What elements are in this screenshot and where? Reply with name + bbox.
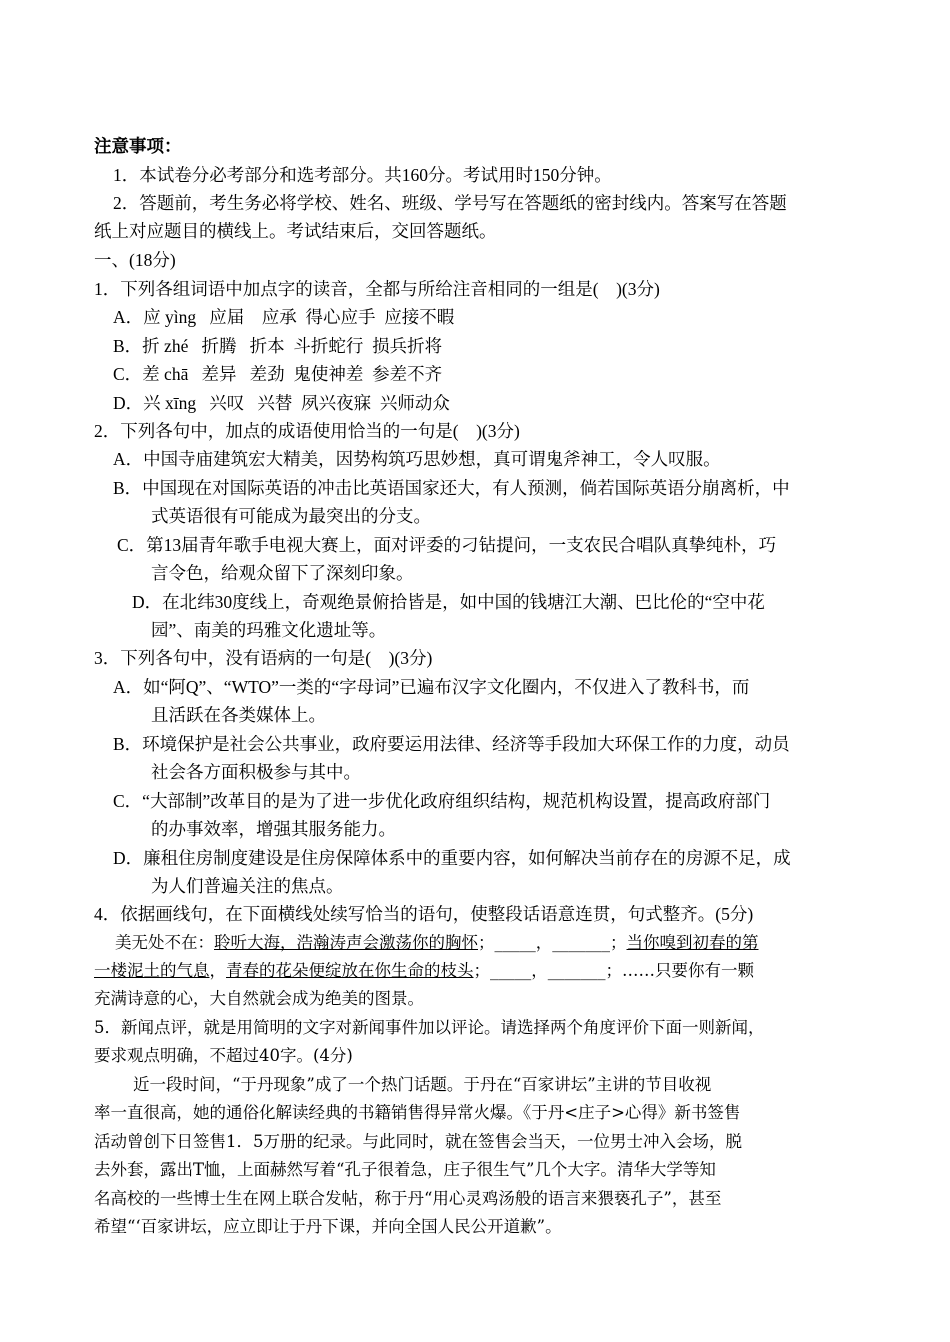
q3-option-a-line2: 且活跃在各类媒体上。: [151, 705, 326, 725]
q3-option-d-line2: 为人们普遍关注的焦点。: [151, 876, 344, 896]
q2-option-a: A．中国寺庙建筑宏大精美，因势构筑巧思妙想，真可谓鬼斧神工，令人叹服。: [113, 449, 721, 469]
q1-option-d: D．兴 xīng 兴叹 兴替 夙兴夜寐 兴师动众: [113, 393, 450, 413]
q5-stem-line2: 要求观点明确，不超过40字。(4分): [94, 1046, 353, 1065]
notice-item-1: 1．本试卷分必考部分和选考部分。共160分。考试用时150分钟。: [113, 165, 612, 185]
q3-option-d-line1: D．廉租住房制度建设是住房保障体系中的重要内容，如何解决当前存在的房源不足，成: [113, 848, 791, 868]
q1-option-b: B．折 zhé 折腾 折本 斗折蛇行 损兵折将: [113, 336, 443, 356]
notice-title: 注意事项：: [94, 136, 182, 156]
q1-stem: 1．下列各组词语中加点字的读音，全都与所给注音相同的一组是( )(3分): [94, 279, 660, 299]
q4-underlined-sentence-1: 聆听大海，浩瀚涛声会激荡你的胸怀: [214, 933, 478, 952]
q3-option-c-line1: C．“大部制”改革目的是为了进一步优化政府组织结构，规范机构设置，提高政府部门: [113, 791, 771, 811]
q4-blank-1: ；_____，_______；: [478, 933, 627, 952]
q2-option-b-line1: B．中国现在对国际英语的冲击比英语国家还大，有人预测，倘若国际英语分崩离析，中: [113, 478, 790, 498]
q4-underlined-sentence-2c: 青春的花朵便绽放在你生命的枝头: [226, 961, 474, 980]
q2-stem: 2．下列各句中，加点的成语使用恰当的一句是( )(3分): [94, 421, 520, 441]
q5-stem-line1: 5．新闻点评，就是用简明的文字对新闻事件加以评论。请选择两个角度评价下面一则新闻，: [94, 1018, 765, 1037]
notice-item-2-cont: 纸上对应题目的横线上。考试结束后，交回答题纸。: [94, 221, 497, 241]
q4-passage-line3: 充满诗意的心，大自然就会成为绝美的图景。: [94, 989, 424, 1008]
q2-option-d-line2: 园”、南美的玛雅文化遗址等。: [151, 620, 387, 640]
q5-news-line4: 去外套，露出T恤，上面赫然写着“孔子很着急，庄子很生气”几个大字。清华大学等知: [94, 1160, 716, 1179]
q2-option-d-line1: D．在北纬30度线上，奇观绝景俯拾皆是，如中国的钱塘江大潮、巴比伦的“空中花: [132, 592, 765, 612]
section-title: 一、(18分): [94, 250, 176, 270]
q4-stem: 4．依据画线句，在下面横线处续写恰当的语句，使整段话语意连贯，句式整齐。(5分): [94, 904, 754, 924]
q5-news-line3: 活动曾创下日签售1．5万册的纪录。与此同时，就在签售会当天，一位男士冲入会场，脱: [94, 1132, 742, 1151]
q4-underlined-sentence-2b: 一楼泥土的气息: [94, 961, 210, 980]
q3-option-b-line2: 社会各方面积极参与其中。: [151, 762, 361, 782]
q2-option-c-line2: 言令色，给观众留下了深刻印象。: [151, 563, 414, 583]
q3-option-a-line1: A．如“阿Q”、“WTO”一类的“字母词”已遍布汉字文化圈内，不仅进入了教科书，而: [113, 677, 750, 697]
q3-stem: 3．下列各句中，没有语病的一句是( )(3分): [94, 648, 433, 668]
q3-option-c-line2: 的办事效率，增强其服务能力。: [151, 819, 396, 839]
notice-item-2: 2．答题前，考生务必将学校、姓名、班级、学号写在答题纸的密封线内。答案写在答题: [113, 193, 787, 213]
q3-option-b-line1: B．环境保护是社会公共事业，政府要运用法律、经济等手段加大环保工作的力度，动员: [113, 734, 790, 754]
q4-passage-line1: 美无处不在：聆听大海，浩瀚涛声会激荡你的胸怀；_____，_______；当你嗅到初春的第: [115, 933, 759, 952]
q5-news-line6: 希望“‘百家讲坛，应立即让于丹下课，并向全国人民公开道歉”。: [94, 1217, 562, 1236]
q1-option-a: A．应 yìng 应届 应承 得心应手 应接不暇: [113, 307, 455, 327]
q4-underlined-sentence-2a: 当你嗅到初春的第: [626, 933, 759, 952]
q1-option-c: C．差 chā 差异 差劲 鬼使神差 参差不齐: [113, 364, 443, 384]
q4-passage-line2: 一楼泥土的气息，青春的花朵便绽放在你生命的枝头；_____，_______；……只要你有一颗: [94, 961, 754, 980]
q5-news-line2: 率一直很高，她的通俗化解读经典的书籍销售得异常火爆。《于丹<庄子>心得》新书签售: [94, 1103, 741, 1122]
q2-option-b-line2: 式英语很有可能成为最突出的分支。: [151, 506, 431, 526]
answer-emphasis: 答题: [751, 193, 787, 213]
q4-blank-2: ；_____，_______；……只要你有一颗: [473, 961, 754, 980]
q5-news-line1: 近一段时间，“于丹现象”成了一个热门话题。于丹在“百家讲坛”主讲的节目收视: [133, 1075, 712, 1094]
answer-sheet-emphasis: 答题纸: [524, 193, 577, 213]
sheet-emphasis: 纸: [94, 221, 112, 241]
q5-news-line5: 名高校的一些博士生在网上联合发帖，称于丹“用心灵鸡汤般的语言来猥亵孔子”，甚至: [94, 1189, 722, 1208]
q2-option-c-line1: C．第13届青年歌手电视大赛上，面对评委的刁钻提问，一支农民合唱队真挚纯朴，巧: [117, 535, 777, 555]
